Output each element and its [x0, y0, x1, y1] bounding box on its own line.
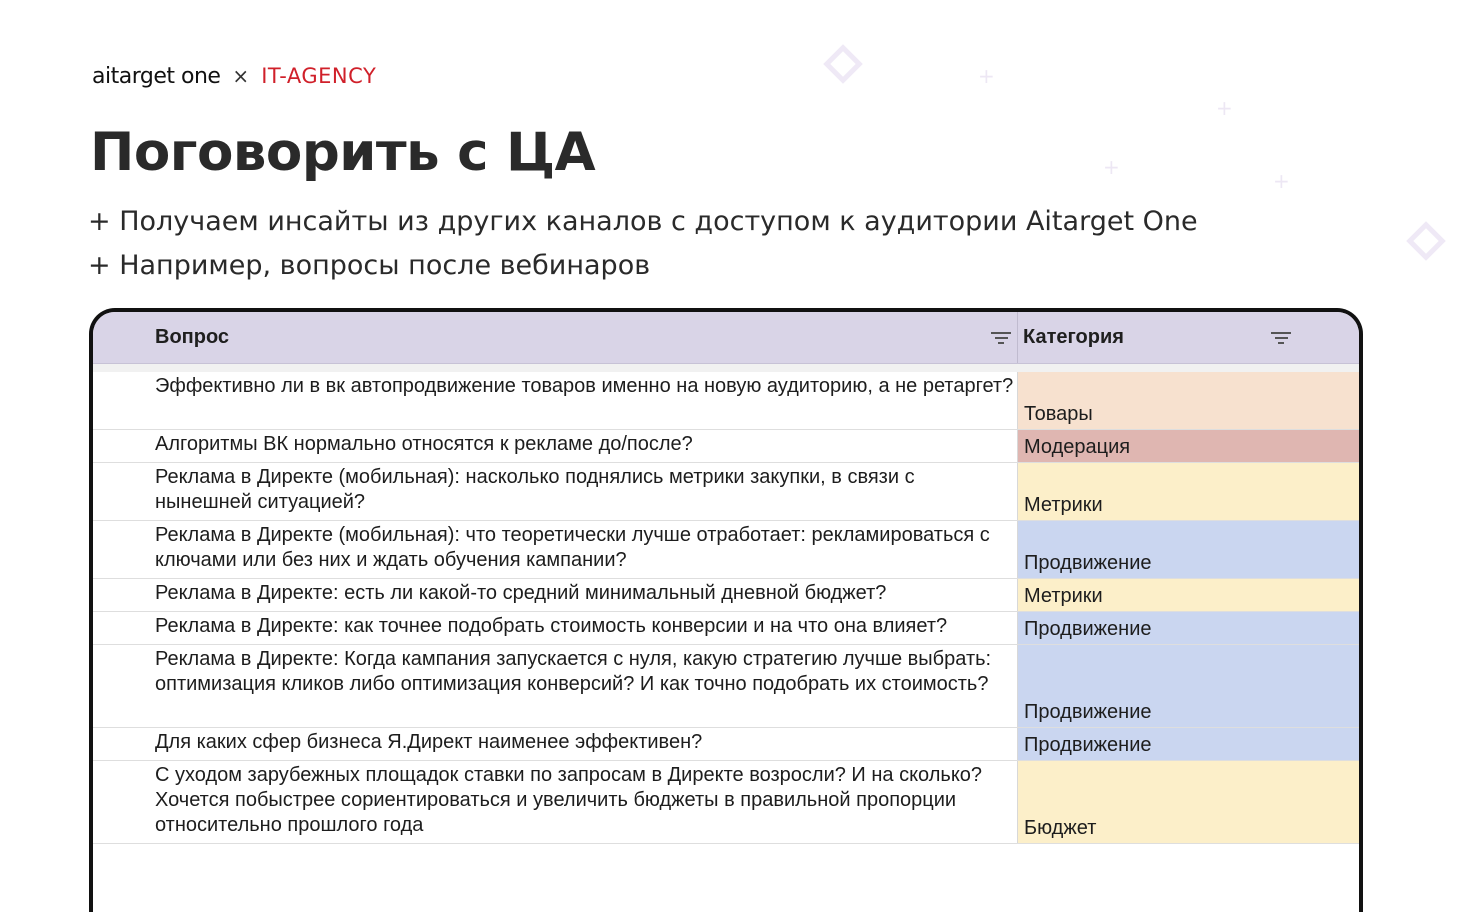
- cell-question[interactable]: Реклама в Директе: Когда кампания запускается с нуля, какую стратегию лучше выбрать: оптимизация кликов либо оптимизация конверсий? И как точно подобрать их стоимость?: [155, 648, 992, 695]
- category-label: Модерация: [1024, 436, 1131, 458]
- bullet-insights: + Получаем инсайты из других каналов с доступом к аудитории Aitarget One: [88, 206, 1198, 237]
- table-row[interactable]: [93, 463, 1359, 521]
- table-row[interactable]: [93, 761, 1359, 844]
- cell-question[interactable]: Эффективно ли в вк автопродвижение товаров именно на новую аудиторию, а не ретаргет?: [155, 375, 1014, 397]
- table-row[interactable]: [93, 728, 1359, 761]
- page-title: Поговорить с ЦА: [90, 122, 596, 183]
- table-row[interactable]: [93, 579, 1359, 612]
- cell-question[interactable]: Для каких сфер бизнеса Я.Директ наименее эффективен?: [155, 731, 703, 753]
- header-gap: [93, 364, 1359, 372]
- logo-aitarget: aitarget one: [92, 63, 221, 89]
- category-label: Метрики: [1024, 494, 1103, 516]
- cell-category[interactable]: [1018, 521, 1359, 578]
- cell-category[interactable]: [1018, 645, 1359, 727]
- cell-category[interactable]: [1018, 463, 1359, 520]
- cell-question[interactable]: Реклама в Директе (мобильная): что теоретически лучше отработает: рекламироваться с ключами или без них и ждать обучения кампании?: [155, 524, 990, 571]
- decor-plus: +: [1103, 155, 1120, 179]
- decor-plus: +: [978, 64, 995, 88]
- category-label: Бюджет: [1024, 817, 1097, 839]
- cell-question[interactable]: Реклама в Директе: как точнее подобрать стоимость конверсии и на что она влияет?: [155, 615, 948, 637]
- cell-question[interactable]: Реклама в Директе: есть ли какой-то средний минимальный дневной бюджет?: [155, 582, 887, 604]
- decor-diamond: [823, 44, 863, 84]
- cell-category[interactable]: [1018, 372, 1359, 429]
- category-label: Продвижение: [1024, 701, 1152, 723]
- table-row[interactable]: [93, 612, 1359, 645]
- bullet-example: + Например, вопросы после вебинаров: [88, 250, 651, 281]
- category-label: Продвижение: [1024, 618, 1152, 640]
- cell-category[interactable]: [1018, 430, 1359, 462]
- logo-it-agency: IT-AGENCY: [261, 64, 377, 88]
- table-body: [93, 372, 1359, 844]
- filter-icon[interactable]: [1271, 332, 1291, 346]
- table-header: [93, 312, 1359, 364]
- category-label: Продвижение: [1024, 552, 1152, 574]
- table-row[interactable]: [93, 645, 1359, 728]
- cell-question[interactable]: Алгоритмы ВК нормально относятся к рекламе до/после?: [155, 433, 693, 455]
- cell-category[interactable]: [1018, 579, 1359, 611]
- header-divider: [1017, 312, 1018, 363]
- cell-category[interactable]: [1018, 728, 1359, 760]
- decor-diamond: [1406, 221, 1446, 261]
- brand-logo: [92, 60, 376, 92]
- category-label: Товары: [1024, 403, 1093, 425]
- spreadsheet-frame: [89, 308, 1363, 912]
- category-label: Метрики: [1024, 585, 1103, 607]
- filter-icon[interactable]: [991, 332, 1011, 346]
- cell-question[interactable]: Реклама в Директе (мобильная): насколько поднялись метрики закупки, в связи с нынешней ситуацией?: [155, 466, 915, 513]
- decor-plus: +: [1273, 169, 1290, 193]
- column-header-question[interactable]: Вопрос: [155, 326, 230, 348]
- cell-category[interactable]: [1018, 761, 1359, 843]
- logo-separator: ×: [232, 64, 250, 88]
- cell-question[interactable]: С уходом зарубежных площадок ставки по запросам в Директе возросли? И на сколько? Хочется побыстрее сориентироваться и увеличить бюджеты в правильной пропорции относительно прошлого года: [155, 764, 983, 836]
- decor-plus: +: [1216, 96, 1233, 120]
- table-row[interactable]: [93, 430, 1359, 463]
- table-row[interactable]: [93, 521, 1359, 579]
- table-row[interactable]: [93, 372, 1359, 430]
- column-header-category[interactable]: Категория: [1023, 326, 1124, 348]
- cell-category[interactable]: [1018, 612, 1359, 644]
- category-label: Продвижение: [1024, 734, 1152, 756]
